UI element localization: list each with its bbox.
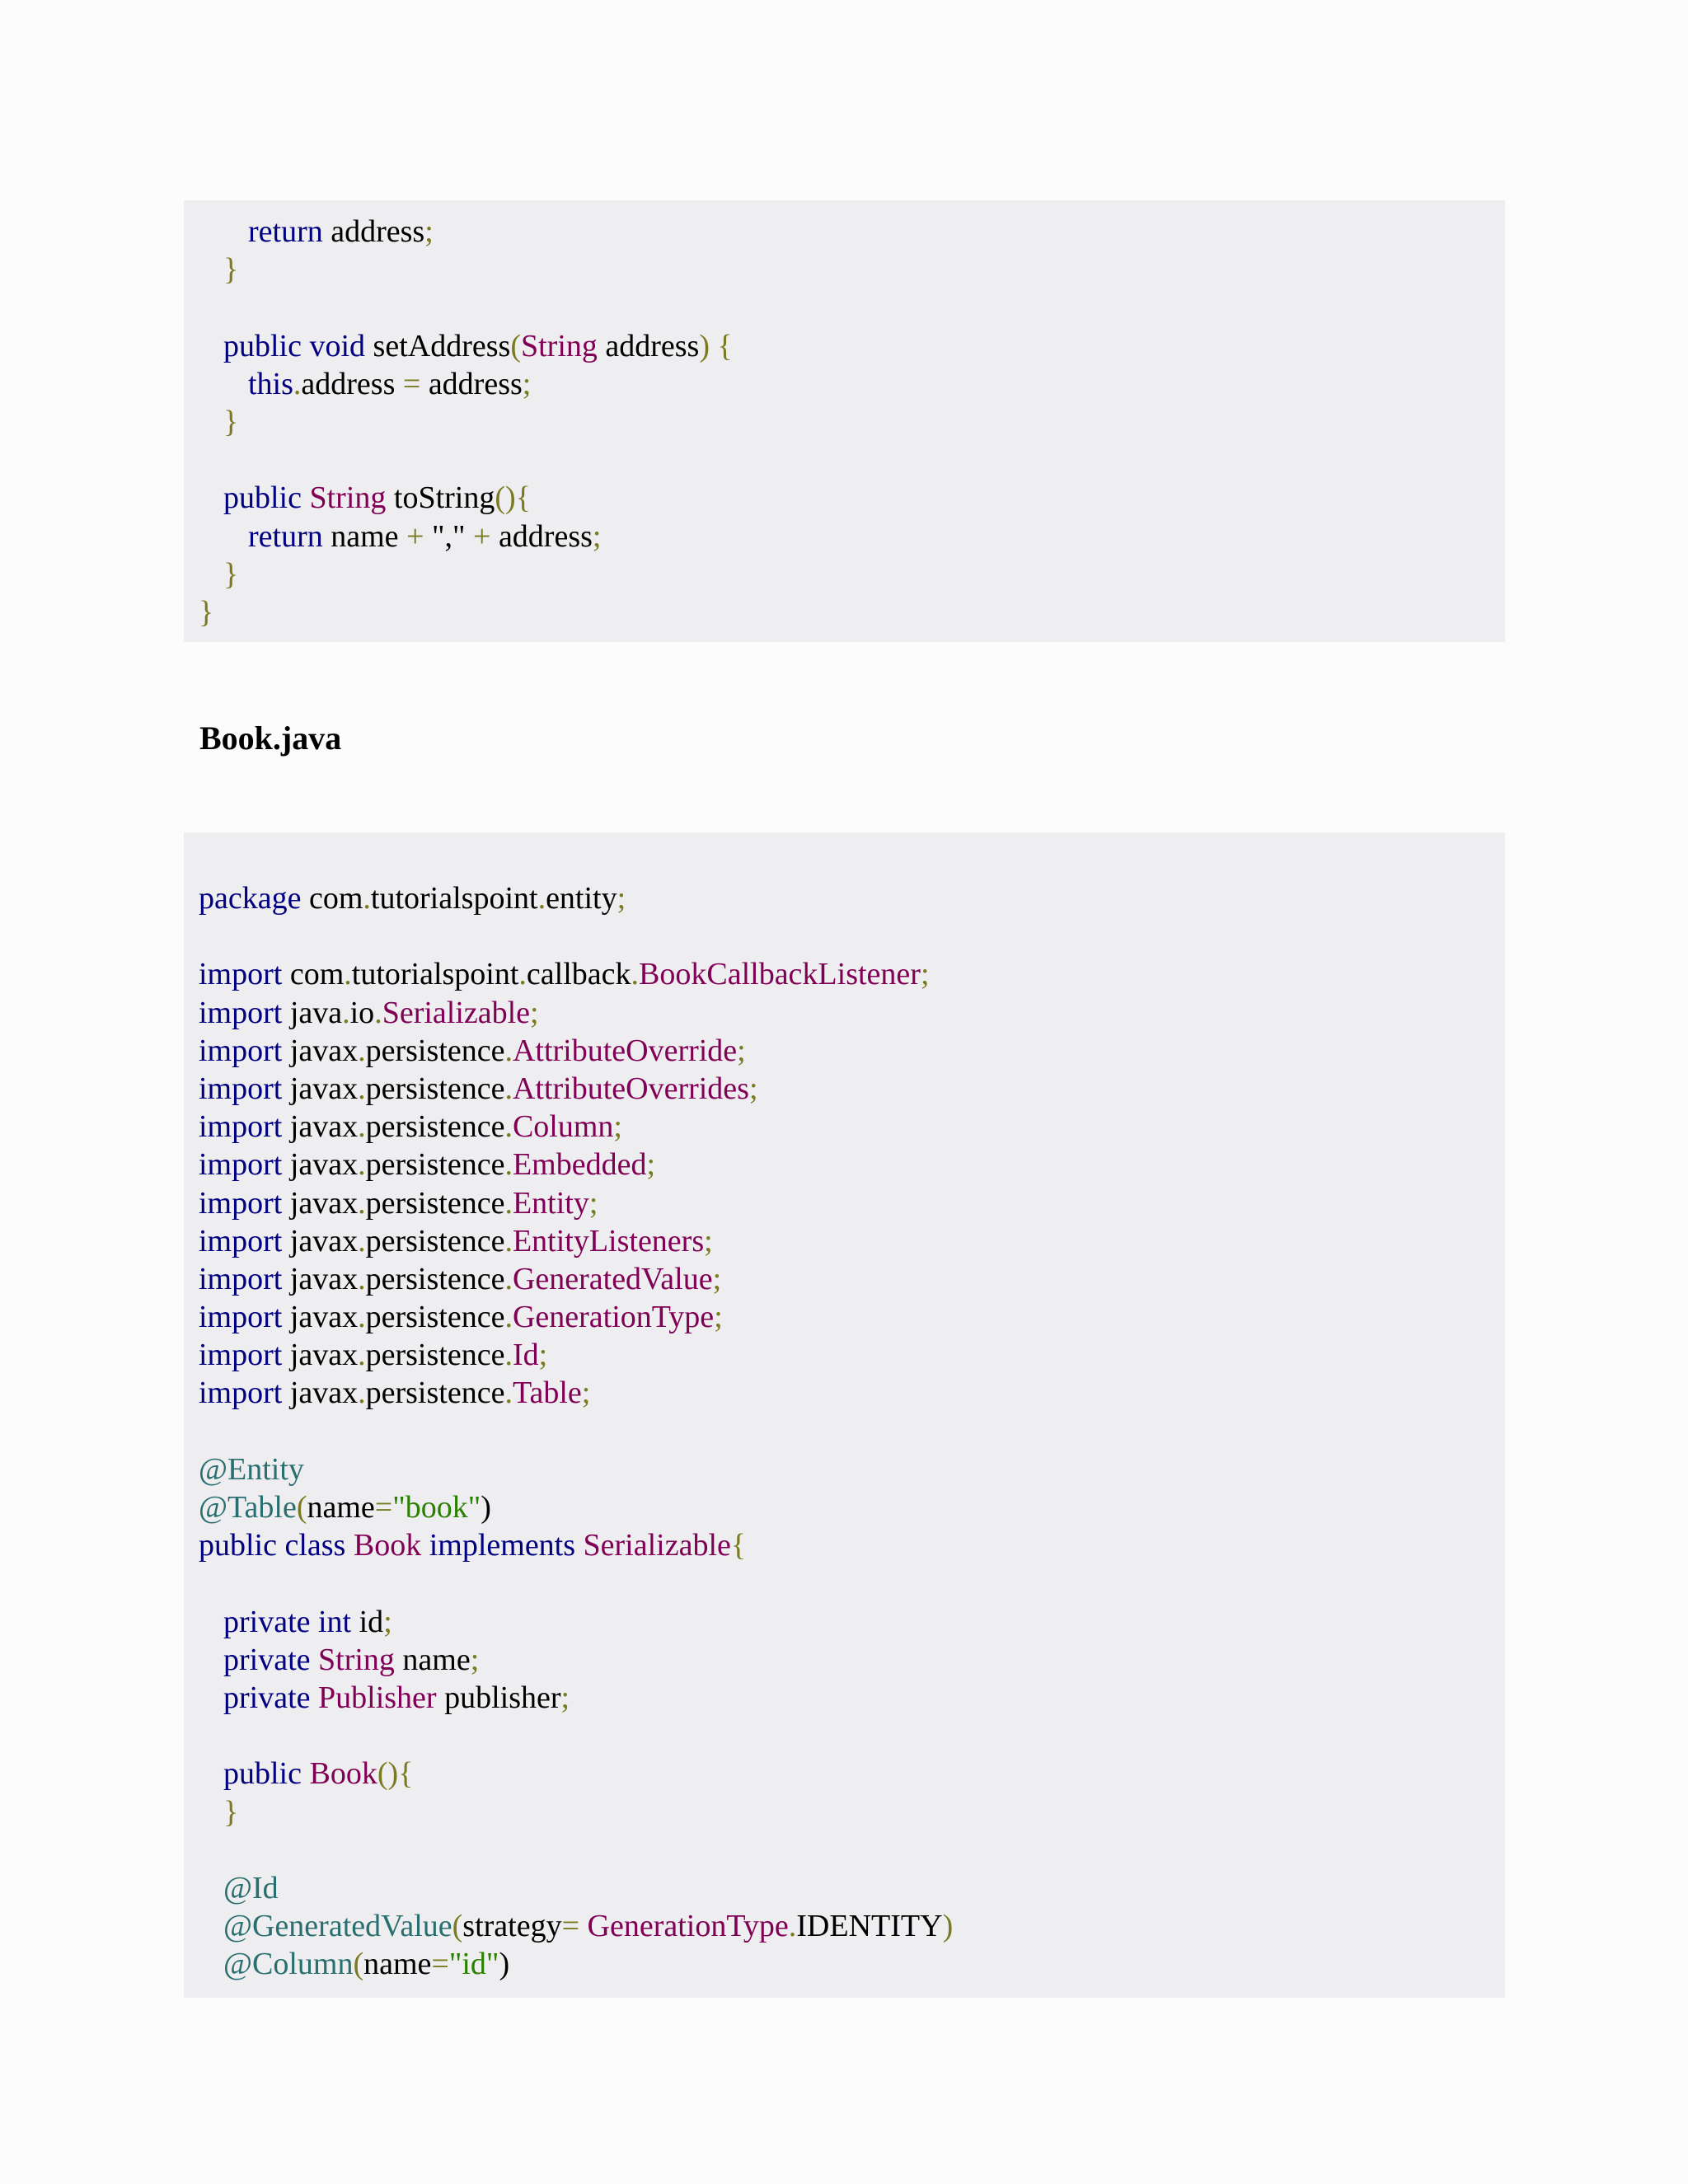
code-line bbox=[184, 1907, 1505, 1945]
code-token: address bbox=[322, 214, 425, 249]
code-line bbox=[184, 288, 1505, 326]
file-heading: Book.java bbox=[199, 719, 342, 757]
code-token: . bbox=[504, 1338, 513, 1373]
code-token: java bbox=[282, 995, 343, 1030]
code-token: javax bbox=[282, 1185, 359, 1221]
code-line bbox=[184, 1451, 1505, 1488]
code-token: public void bbox=[223, 328, 366, 363]
code-token: . bbox=[358, 1376, 366, 1411]
code-token: persistence bbox=[365, 1261, 505, 1296]
code-line bbox=[184, 403, 1505, 441]
code-token: persistence bbox=[365, 1033, 505, 1068]
code-token: ; bbox=[560, 1680, 570, 1715]
code-token: import bbox=[199, 1223, 283, 1258]
code-token: . bbox=[358, 1261, 366, 1296]
code-token: ( bbox=[353, 1947, 364, 1982]
code-token: = bbox=[431, 1947, 449, 1982]
code-line bbox=[184, 1869, 1505, 1907]
code-token: import bbox=[199, 995, 283, 1030]
code-token: io bbox=[349, 995, 375, 1030]
code-token: ; bbox=[424, 214, 434, 249]
code-token: persistence bbox=[365, 1071, 505, 1106]
code-token: @Entity bbox=[199, 1451, 304, 1487]
code-token: GenerationType bbox=[512, 1300, 715, 1335]
code-line bbox=[184, 1336, 1505, 1374]
code-token: this bbox=[248, 366, 293, 401]
code-token: javax bbox=[282, 1109, 359, 1145]
code-token: . bbox=[358, 1033, 366, 1068]
code-token bbox=[311, 1643, 319, 1677]
code-line bbox=[184, 917, 1505, 955]
code-line bbox=[184, 1564, 1505, 1602]
code-line bbox=[184, 1184, 1505, 1222]
code-token: . bbox=[788, 1909, 797, 1944]
code-token: ; bbox=[613, 1109, 622, 1145]
code-token: javax bbox=[282, 1071, 359, 1106]
code-token: toString bbox=[386, 480, 495, 516]
code-token bbox=[579, 1909, 588, 1943]
code-line bbox=[184, 1603, 1505, 1641]
code-token: import bbox=[199, 1376, 283, 1411]
code-token: EntityListeners bbox=[512, 1223, 705, 1258]
code-token: ; bbox=[592, 518, 602, 554]
code-token: name bbox=[363, 1947, 432, 1982]
code-token: persistence bbox=[365, 1147, 505, 1183]
code-line bbox=[184, 327, 1505, 365]
code-token: Serializable bbox=[382, 995, 531, 1030]
code-token: address bbox=[597, 328, 700, 363]
code-token: ( bbox=[296, 1490, 307, 1525]
code-line bbox=[184, 994, 1505, 1032]
code-token: (){ bbox=[377, 1756, 414, 1792]
code-token: ; bbox=[530, 995, 539, 1030]
code-token: public bbox=[223, 1756, 302, 1792]
code-token: . bbox=[504, 1033, 513, 1068]
code-token: . bbox=[504, 1223, 513, 1258]
code-token: . bbox=[504, 1300, 513, 1335]
code-token: ; bbox=[748, 1071, 758, 1106]
code-token: import bbox=[199, 1033, 283, 1068]
code-line bbox=[184, 1717, 1505, 1755]
code-token: . bbox=[344, 957, 352, 992]
code-token: persistence bbox=[365, 1376, 505, 1411]
code-token: javax bbox=[282, 1147, 359, 1183]
code-token: javax bbox=[282, 1261, 359, 1296]
code-token: import bbox=[199, 1071, 283, 1106]
code-token: name bbox=[307, 1490, 375, 1525]
code-token: Table bbox=[512, 1376, 582, 1411]
code-token: name bbox=[394, 1642, 471, 1677]
code-token: address bbox=[420, 366, 523, 401]
code-token: = bbox=[402, 366, 421, 401]
code-token: persistence bbox=[365, 1300, 505, 1335]
code-token: IDENTITY bbox=[796, 1909, 943, 1944]
code-token: ) bbox=[942, 1909, 954, 1944]
code-token bbox=[575, 1528, 584, 1563]
code-token: tutorialspoint bbox=[351, 957, 519, 992]
code-token: ; bbox=[588, 1185, 598, 1221]
code-token: "id" bbox=[448, 1947, 499, 1982]
code-token: entity bbox=[546, 881, 617, 916]
code-token: @Id bbox=[223, 1870, 279, 1905]
code-line bbox=[184, 955, 1505, 993]
code-line bbox=[184, 1146, 1505, 1183]
code-line bbox=[184, 1526, 1505, 1564]
code-token: ) bbox=[481, 1490, 491, 1525]
code-token: callback bbox=[526, 957, 631, 992]
code-token: . bbox=[518, 957, 527, 992]
code-line bbox=[184, 479, 1505, 517]
code-line bbox=[184, 879, 1505, 917]
code-token: id bbox=[351, 1604, 384, 1639]
code-line bbox=[184, 1222, 1505, 1260]
code-token: AttributeOverrides bbox=[512, 1071, 749, 1106]
code-token: address bbox=[301, 366, 403, 401]
code-line bbox=[184, 1032, 1505, 1070]
code-token: persistence bbox=[365, 1185, 505, 1221]
code-token: GenerationType bbox=[587, 1909, 789, 1944]
code-token: ; bbox=[470, 1642, 480, 1677]
code-token: . bbox=[374, 995, 382, 1030]
code-line bbox=[184, 1260, 1505, 1298]
code-token: . bbox=[358, 1185, 366, 1221]
code-token: strategy bbox=[462, 1909, 562, 1944]
code-token: ; bbox=[538, 1338, 548, 1373]
code-token: Serializable bbox=[583, 1528, 731, 1563]
code-line bbox=[184, 1374, 1505, 1412]
code-token: . bbox=[504, 1071, 513, 1106]
code-line bbox=[184, 251, 1505, 288]
code-token: ; bbox=[522, 366, 532, 401]
code-token: ; bbox=[646, 1147, 656, 1183]
code-token: javax bbox=[282, 1376, 359, 1411]
code-line bbox=[184, 1793, 1505, 1831]
code-token: } bbox=[223, 252, 239, 288]
code-token: String bbox=[309, 480, 387, 516]
code-token: ; bbox=[737, 1033, 746, 1068]
code-token: Book bbox=[309, 1756, 377, 1792]
code-line bbox=[184, 1298, 1505, 1336]
code-token: GeneratedValue bbox=[512, 1261, 713, 1296]
code-token: . bbox=[504, 1147, 513, 1183]
code-token: . bbox=[358, 1223, 366, 1258]
code-token: } bbox=[223, 404, 239, 439]
code-token: Book bbox=[353, 1528, 422, 1563]
code-token: . bbox=[363, 881, 371, 916]
code-token: ; bbox=[383, 1604, 392, 1639]
code-token: + bbox=[473, 518, 491, 554]
code-token: javax bbox=[282, 1338, 359, 1373]
code-line bbox=[184, 555, 1505, 593]
code-token: Entity bbox=[512, 1185, 589, 1221]
code-line bbox=[184, 1831, 1505, 1869]
code-token: import bbox=[199, 1300, 283, 1335]
code-line bbox=[184, 1945, 1505, 1983]
code-token: implements bbox=[429, 1528, 576, 1563]
code-token: String bbox=[520, 328, 598, 363]
code-token: } bbox=[223, 556, 239, 592]
code-token: Column bbox=[512, 1109, 614, 1145]
code-token: "," bbox=[424, 518, 473, 554]
code-token: import bbox=[199, 1261, 283, 1296]
code-token: ; bbox=[920, 957, 930, 992]
code-token: } bbox=[223, 1794, 239, 1830]
code-line bbox=[184, 1108, 1505, 1146]
code-token: public bbox=[223, 480, 302, 516]
code-token: . bbox=[504, 1376, 513, 1411]
code-token: ) bbox=[699, 328, 710, 363]
code-token: . bbox=[537, 881, 546, 916]
code-token: { bbox=[730, 1528, 747, 1563]
code-line bbox=[184, 1679, 1505, 1717]
code-line bbox=[184, 1070, 1505, 1108]
code-token: . bbox=[358, 1147, 366, 1183]
code-token: @Table bbox=[199, 1490, 297, 1525]
code-token: (){ bbox=[495, 480, 531, 516]
code-token: . bbox=[358, 1300, 366, 1335]
code-token: . bbox=[504, 1185, 513, 1221]
code-token: package bbox=[199, 881, 302, 916]
code-token: import bbox=[199, 957, 283, 992]
code-line bbox=[184, 365, 1505, 403]
code-block-address-methods bbox=[184, 200, 1505, 642]
code-token: tutorialspoint bbox=[370, 881, 538, 916]
code-token: . bbox=[358, 1338, 366, 1373]
code-token: AttributeOverride bbox=[512, 1033, 738, 1068]
code-line bbox=[184, 213, 1505, 251]
code-token: com bbox=[282, 957, 345, 992]
code-token bbox=[421, 1528, 429, 1563]
code-line bbox=[184, 1413, 1505, 1451]
code-line bbox=[184, 441, 1505, 479]
code-token: . bbox=[358, 1109, 366, 1145]
code-token: private bbox=[223, 1642, 311, 1677]
code-token: ; bbox=[581, 1376, 591, 1411]
code-line bbox=[184, 593, 1505, 631]
code-token: Id bbox=[512, 1338, 539, 1373]
code-token: . bbox=[504, 1109, 513, 1145]
code-token: "book" bbox=[392, 1490, 481, 1525]
code-token: ) bbox=[499, 1947, 510, 1982]
code-token: import bbox=[199, 1109, 283, 1145]
code-token: @GeneratedValue bbox=[223, 1909, 452, 1944]
code-token bbox=[710, 329, 718, 363]
code-token: address bbox=[490, 518, 593, 554]
code-token: ; bbox=[714, 1300, 723, 1335]
code-line bbox=[184, 1755, 1505, 1793]
code-token: ; bbox=[617, 881, 626, 916]
code-line bbox=[184, 1488, 1505, 1526]
code-token: publisher bbox=[436, 1680, 561, 1715]
code-token: return bbox=[248, 214, 323, 249]
code-token: . bbox=[342, 995, 350, 1030]
code-token: ( bbox=[452, 1909, 463, 1944]
code-token bbox=[311, 1680, 319, 1715]
code-token: ( bbox=[510, 328, 521, 363]
code-token: . bbox=[293, 366, 302, 401]
code-token: javax bbox=[282, 1033, 359, 1068]
code-token: . bbox=[358, 1071, 366, 1106]
code-token: persistence bbox=[365, 1109, 505, 1145]
code-token: public class bbox=[199, 1528, 346, 1563]
code-token: Publisher bbox=[318, 1680, 437, 1715]
code-token: private bbox=[223, 1680, 311, 1715]
code-token: } bbox=[199, 594, 214, 630]
code-token: Embedded bbox=[512, 1147, 647, 1183]
code-token: BookCallbackListener bbox=[639, 957, 921, 992]
code-token: . bbox=[631, 957, 640, 992]
code-token: persistence bbox=[365, 1338, 505, 1373]
code-token: return bbox=[248, 518, 323, 554]
code-token: private int bbox=[223, 1604, 352, 1639]
code-token: ; bbox=[704, 1223, 713, 1258]
code-token: { bbox=[717, 328, 733, 363]
code-line bbox=[184, 1641, 1505, 1679]
code-token: + bbox=[406, 518, 424, 554]
code-token bbox=[345, 1528, 354, 1563]
code-token: import bbox=[199, 1147, 283, 1183]
code-token: com bbox=[301, 881, 363, 916]
code-token: ; bbox=[712, 1261, 722, 1296]
code-token: . bbox=[504, 1261, 513, 1296]
code-block-book-java bbox=[184, 832, 1505, 1998]
code-line bbox=[184, 518, 1505, 555]
code-token: = bbox=[561, 1909, 580, 1944]
code-token: persistence bbox=[365, 1223, 505, 1258]
code-token: setAddress bbox=[365, 328, 511, 363]
code-token: String bbox=[318, 1642, 395, 1677]
code-token: @Column bbox=[223, 1947, 354, 1982]
code-token: javax bbox=[282, 1223, 359, 1258]
code-token: = bbox=[374, 1490, 393, 1525]
code-token: javax bbox=[282, 1300, 359, 1335]
code-token: name bbox=[322, 518, 407, 554]
code-token: import bbox=[199, 1185, 283, 1221]
code-token: import bbox=[199, 1338, 283, 1373]
